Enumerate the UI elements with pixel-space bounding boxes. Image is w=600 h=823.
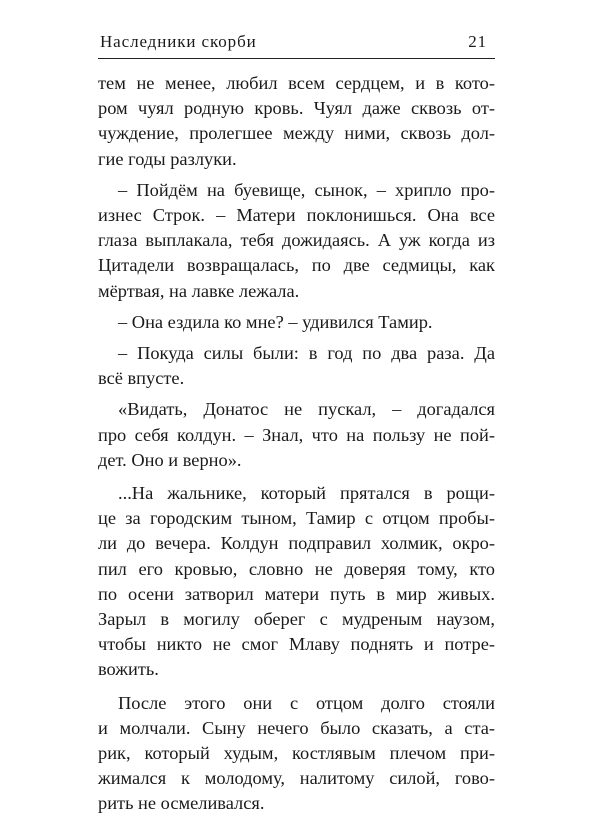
header-rule [98,58,495,59]
text-line: чуждение, пролегшее между ними, сквозь дол- [98,123,495,144]
text-line: ли до вечера. Колдун подправил холмик, окро- [98,533,495,554]
running-title: Наследники скорби [100,32,257,51]
text-line: – Она ездила ко мне? – удивился Тамир. [118,311,433,332]
text-line: по осени затворил матери путь в мир живых. [98,583,495,604]
text-line: изнес Строк. – Матери поклонишься. Она все [98,205,495,226]
paragraph [98,691,495,817]
text-line: про себя колдун. – Знал, что на пользу не пой- [98,424,495,445]
paragraph [98,481,495,683]
paragraph [98,397,495,473]
text-line: пил его кровью, словно не доверяя тому, кто [98,558,495,579]
page-header [98,30,495,58]
paragraph [98,341,495,391]
text-line: и молчали. Сыну нечего было сказать, а ста- [98,717,495,738]
text-line: Зарыл в могилу оберег с мудреным наузом, [98,609,495,630]
paragraph [98,71,495,172]
text-line: жимался к молодому, налитому силой, гово- [98,768,495,789]
paragraph [98,310,495,335]
text-line: После этого они с отцом долго стояли [118,692,495,713]
text-line: ...На жальнике, который прятался в рощи- [118,483,495,504]
text-line: «Видать, Донатос не пускал, – догадался [118,399,495,420]
page-number: 21 [468,32,487,51]
paragraph [98,178,495,304]
text-line: глаза выплакала, тебя дожидаясь. А уж когда из [98,230,495,251]
text-line: всё впусте. [98,368,185,389]
text-line: гие годы разлуки. [98,148,237,169]
text-line: рик, который худым, костлявым плечом при- [98,743,495,764]
body-text [98,71,495,817]
book-page [98,30,495,823]
text-line: тем не менее, любил всем сердцем, и в кото- [98,73,495,93]
text-line: це за городским тыном, Тамир с отцом пробы- [98,508,495,529]
text-line: чтобы никто не смог Млаву поднять и потре- [98,634,495,655]
text-line: – Покуда силы были: в год по два раза. Да [118,343,495,364]
text-line: рить не осмеливался. [98,793,265,814]
text-line: дет. Оно и верно». [98,449,242,470]
text-line: вожить. [98,659,159,680]
text-line: – Пойдём на буевище, сынок, – хрипло про- [118,179,495,200]
text-line: мёртвая, на лавке лежала. [98,280,300,301]
text-line: ром чуял родную кровь. Чуял даже сквозь от- [98,98,495,119]
text-line: Цитадели возвращалась, по две седмицы, как [98,255,495,276]
